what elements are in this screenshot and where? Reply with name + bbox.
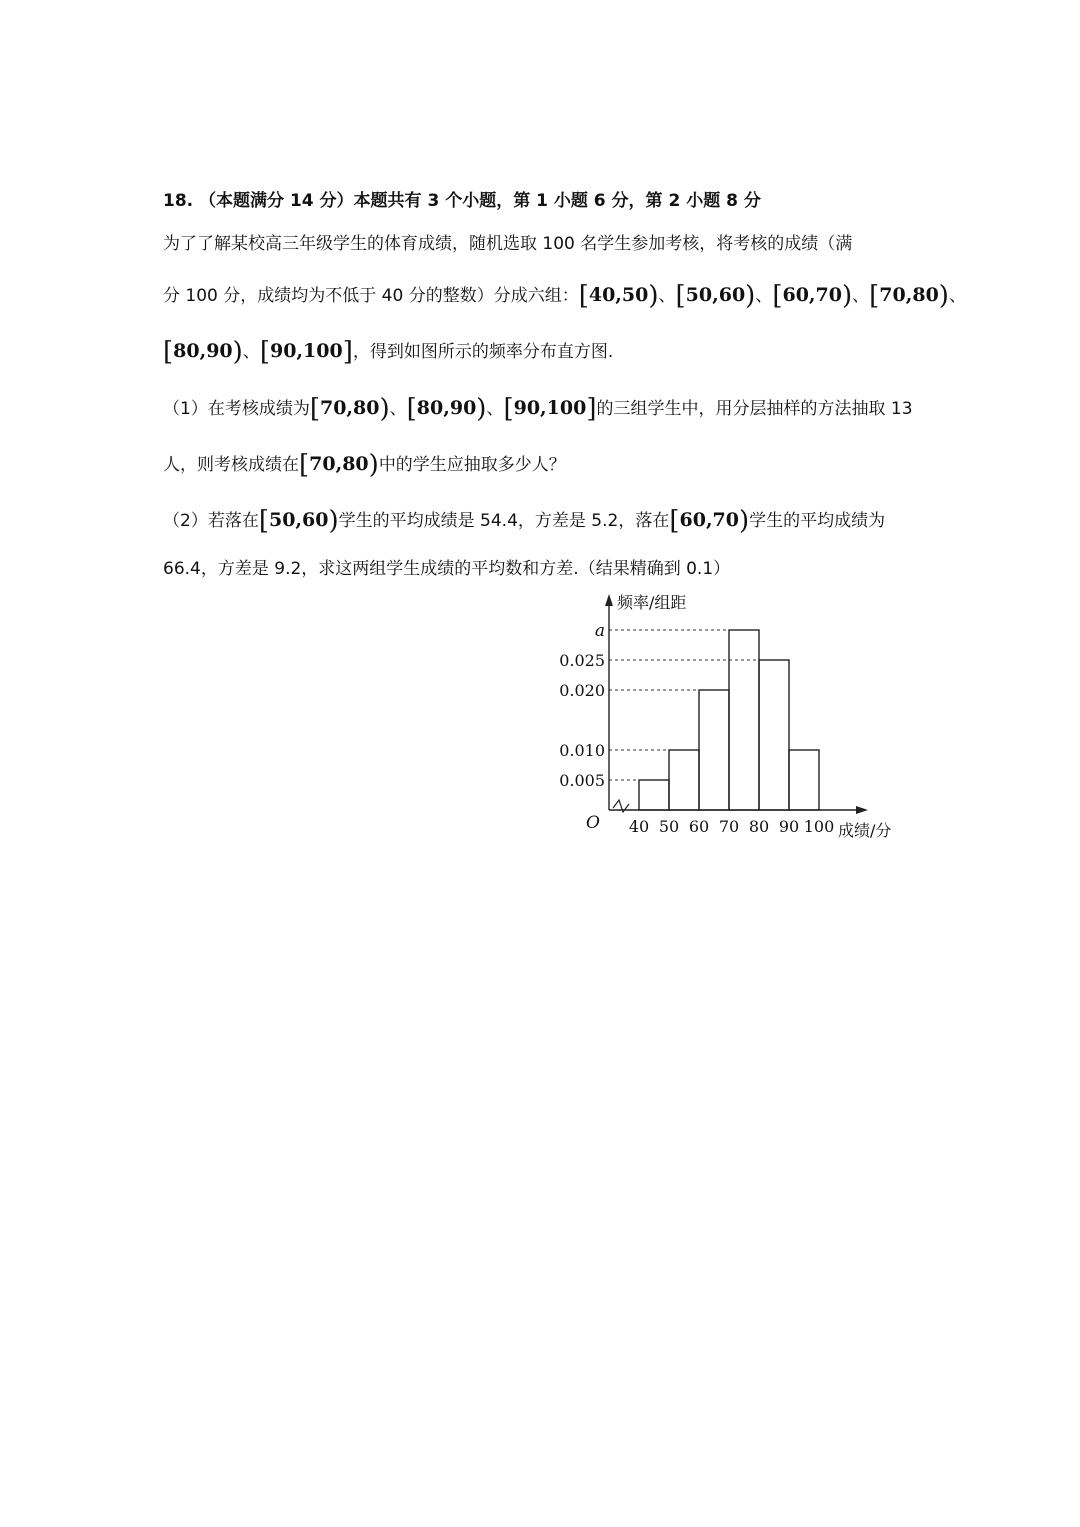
intro-line-2-text: 分 100 分，成绩均为不低于 40 分的整数）分成六组： [163, 286, 579, 306]
interval-70-80: [70,80) [309, 394, 390, 424]
separator: 、 [658, 286, 676, 306]
x-tick-label: 60 [688, 817, 710, 836]
histogram-bar-80-90 [759, 660, 789, 810]
separator: 、 [755, 286, 773, 306]
interval-70-80: [70,80) [299, 450, 379, 480]
part1-text-b: 的三组学生中，用分层抽样的方法抽取 13 [596, 399, 913, 419]
part2-text-a: （2）若落在 [163, 511, 259, 531]
interval-70-80: [70,80) [869, 281, 949, 311]
y-tick-label: 0.025 [559, 651, 605, 670]
intro-line-3-tail: ，得到如图所示的频率分布直方图. [352, 342, 614, 362]
part2-text-b: 学生的平均成绩是 54.4，方差是 5.2，落在 [338, 511, 670, 531]
y-tick-label: 0.010 [559, 741, 605, 760]
y-axis-label: 频率/组距 [617, 593, 687, 612]
question-header: 18. （本题满分 14 分）本题共有 3 个小题，第 1 小题 6 分，第 2 小题 8 分 [163, 191, 761, 211]
y-tick-label: a [594, 621, 605, 641]
interval-90-100: [90,100] [503, 394, 597, 424]
part1-text-d: 中的学生应抽取多少人？ [378, 455, 566, 475]
x-tick-label: 40 [628, 817, 650, 836]
interval-60-70: [60,70) [669, 506, 750, 536]
x-tick-label: 80 [748, 817, 770, 836]
part1-text-a: （1）在考核成绩为 [163, 399, 310, 419]
y-tick-label: 0.005 [559, 771, 605, 790]
interval-60-70: [60,70) [772, 281, 853, 311]
histogram-bar-50-60 [669, 750, 699, 810]
intro-line-2 [163, 283, 966, 309]
separator: 、 [852, 286, 870, 306]
separator: 、 [389, 399, 407, 419]
histogram-bar-70-80 [729, 630, 759, 810]
separator: 、 [486, 399, 504, 419]
interval-50-60: [50,60) [675, 281, 756, 311]
part1-text-c: 人，则考核成绩在 [163, 455, 299, 475]
intro-line-1: 为了了解某校高三年级学生的体育成绩，随机选取 100 名学生参加考核，将考核的成绩（满 [163, 234, 853, 254]
histogram-bar-90-100 [789, 750, 819, 810]
x-tick-label: 100 [803, 817, 835, 836]
separator: 、 [948, 286, 966, 306]
interval-90-100: [90,100] [259, 337, 353, 367]
interval-80-90: [80,90) [406, 394, 487, 424]
part1-line-1 [163, 396, 913, 422]
y-axis-arrow [605, 594, 613, 606]
part2-text-c: 学生的平均成绩为 [749, 511, 886, 531]
frequency-histogram [540, 582, 920, 847]
part2-line-2: 66.4，方差是 9.2，求这两组学生成绩的平均数和方差.（结果精确到 0.1） [163, 559, 731, 579]
interval-80-90: [80,90) [163, 337, 243, 367]
histogram-bar-40-50 [639, 780, 669, 810]
interval-40-50: [40,50) [578, 281, 659, 311]
y-tick-label: 0.020 [559, 681, 605, 700]
part1-line-2 [163, 452, 566, 478]
histogram-bar-60-70 [699, 690, 729, 810]
x-tick-label: 50 [658, 817, 680, 836]
part2-line-1 [163, 508, 885, 534]
x-tick-label: 70 [718, 817, 740, 836]
intro-line-3 [163, 339, 613, 365]
x-axis-label: 成绩/分 [838, 821, 892, 840]
x-tick-label: 90 [778, 817, 800, 836]
separator: 、 [242, 342, 260, 362]
interval-50-60: [50,60) [258, 506, 339, 536]
origin-label: O [586, 813, 600, 833]
x-axis-arrow [856, 806, 868, 814]
